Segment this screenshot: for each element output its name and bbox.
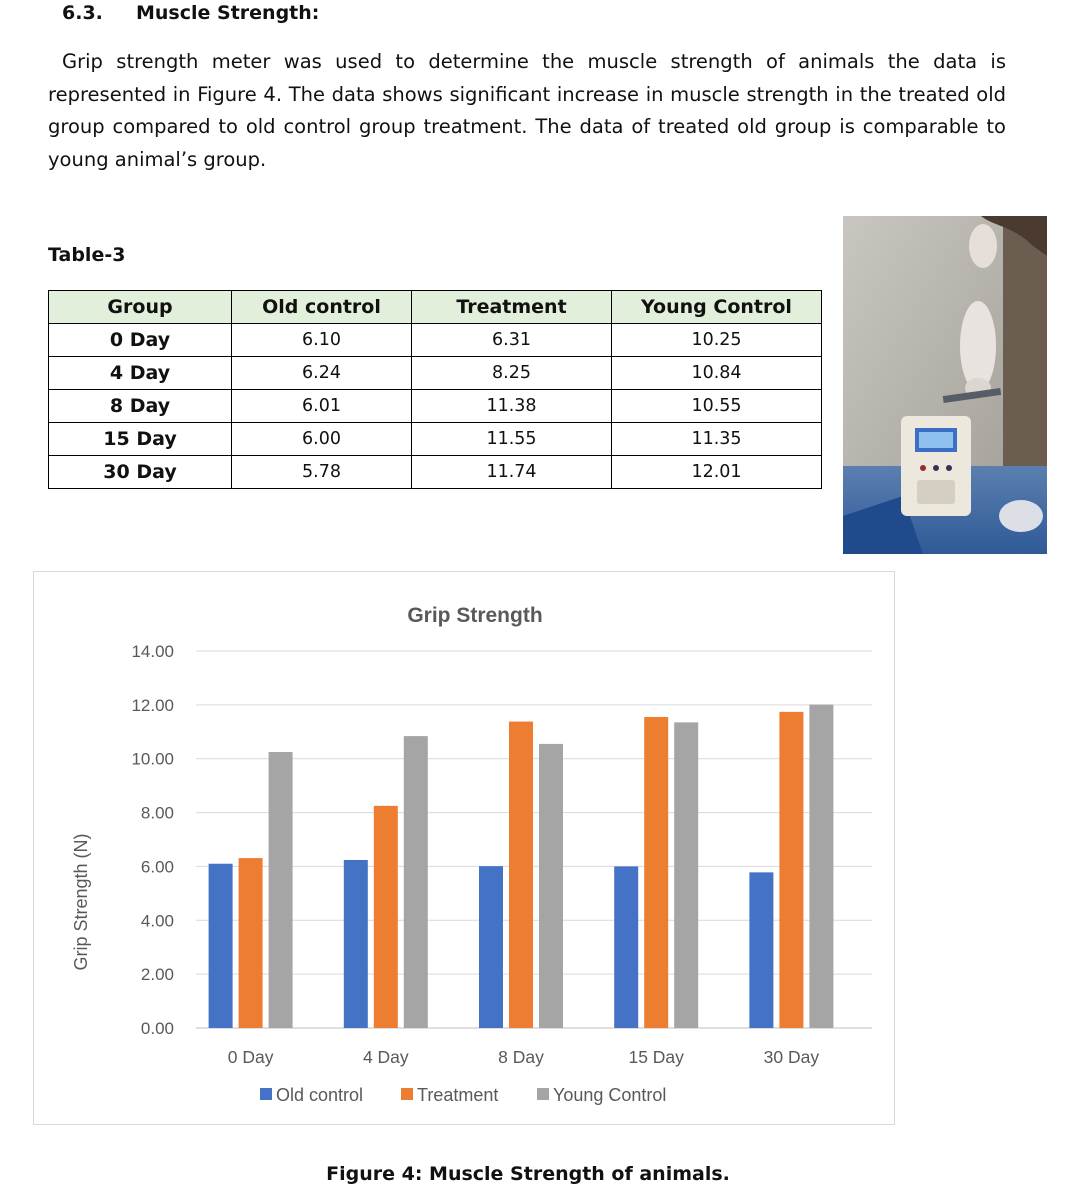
- table-caption: Table-3: [48, 244, 126, 266]
- legend-swatch: [401, 1088, 413, 1100]
- bar-young-control-8-day: [539, 744, 563, 1028]
- grip-meter-photo: [843, 216, 1047, 554]
- header-old-control: Old control: [232, 291, 412, 324]
- y-tick-label: 2.00: [140, 965, 174, 985]
- table-cell: 11.74: [412, 456, 612, 489]
- table-row: [49, 456, 822, 489]
- x-tick-label: 30 Day: [763, 1047, 820, 1067]
- table-cell: 6.01: [232, 390, 412, 423]
- bar-young-control-4-day: [404, 736, 428, 1028]
- x-tick-label: 15 Day: [628, 1047, 684, 1067]
- bar-treatment-8-day: [509, 722, 533, 1028]
- table-row: [49, 324, 822, 357]
- y-tick-labels: [131, 642, 174, 1038]
- bar-young-control-0-day: [269, 752, 293, 1028]
- table-cell: 5.78: [232, 456, 412, 489]
- figure-caption: Figure 4: Muscle Strength of animals.: [326, 1163, 730, 1185]
- bar-old-control-30-day: [749, 872, 773, 1028]
- bar-young-control-30-day: [809, 705, 833, 1028]
- bar-old-control-4-day: [344, 860, 368, 1028]
- table-cell-group: 30 Day: [49, 456, 232, 489]
- y-tick-label: 12.00: [131, 695, 174, 715]
- chart-title: Grip Strength: [407, 604, 543, 627]
- header-young-control: Young Control: [612, 291, 822, 324]
- table-cell-group: 15 Day: [49, 423, 232, 456]
- bar-treatment-30-day: [779, 712, 803, 1028]
- table-row: [49, 357, 822, 390]
- table-cell: 6.24: [232, 357, 412, 390]
- legend: [260, 1085, 666, 1105]
- header-group: Group: [49, 291, 232, 324]
- bar-treatment-0-day: [239, 858, 263, 1028]
- grip-strength-table: [48, 290, 822, 489]
- table-cell: 11.55: [412, 423, 612, 456]
- legend-label: Old control: [276, 1085, 364, 1105]
- x-tick-labels: [228, 1047, 820, 1067]
- y-tick-label: 10.00: [131, 749, 174, 769]
- header-treatment: Treatment: [412, 291, 612, 324]
- table-cell: 10.55: [612, 390, 822, 423]
- section-heading: [62, 2, 319, 24]
- table-cell: 11.38: [412, 390, 612, 423]
- table-cell: 6.31: [412, 324, 612, 357]
- chart-svg: [34, 572, 894, 1124]
- section-title: Muscle Strength:: [136, 2, 320, 24]
- intro-paragraph: Grip strength meter was used to determine the muscle strength of animals the data is represented in Figure 4. The data shows significant increase in muscle strength in the treated old group compared to old control group treatment. The data of treated old group is comparable to young animal’s group.: [48, 50, 1006, 171]
- bar-old-control-0-day: [209, 864, 233, 1028]
- table-row: [49, 390, 822, 423]
- table-cell: 6.00: [232, 423, 412, 456]
- table-cell-group: 4 Day: [49, 357, 232, 390]
- legend-label: Young Control: [553, 1085, 667, 1105]
- legend-swatch: [260, 1088, 272, 1100]
- table-cell: 10.84: [612, 357, 822, 390]
- table-row: [49, 423, 822, 456]
- x-tick-label: 4 Day: [362, 1047, 409, 1067]
- bar-old-control-8-day: [479, 866, 503, 1028]
- table-cell: 6.10: [232, 324, 412, 357]
- bar-old-control-15-day: [614, 866, 638, 1028]
- table-cell: 12.01: [612, 456, 822, 489]
- grip-strength-chart: [33, 571, 895, 1125]
- bar-young-control-15-day: [674, 722, 698, 1028]
- legend-swatch: [537, 1088, 549, 1100]
- section-number: 6.3.: [62, 2, 103, 24]
- table-cell: 8.25: [412, 357, 612, 390]
- table-header-row: [49, 291, 822, 324]
- table-cell: 11.35: [612, 423, 822, 456]
- y-tick-label: 14.00: [131, 642, 174, 661]
- bar-treatment-15-day: [644, 717, 668, 1028]
- table-cell-group: 8 Day: [49, 390, 232, 423]
- legend-label: Treatment: [417, 1085, 499, 1105]
- y-tick-label: 4.00: [140, 911, 174, 931]
- bar-treatment-4-day: [374, 806, 398, 1028]
- table-cell: 10.25: [612, 324, 822, 357]
- y-tick-label: 0.00: [140, 1019, 174, 1038]
- y-tick-label: 8.00: [140, 803, 174, 823]
- y-axis-title: Grip Strength (N): [71, 833, 91, 971]
- y-tick-label: 6.00: [140, 857, 174, 877]
- x-tick-label: 8 Day: [498, 1047, 544, 1067]
- x-tick-label: 0 Day: [227, 1047, 274, 1067]
- table-cell-group: 0 Day: [49, 324, 232, 357]
